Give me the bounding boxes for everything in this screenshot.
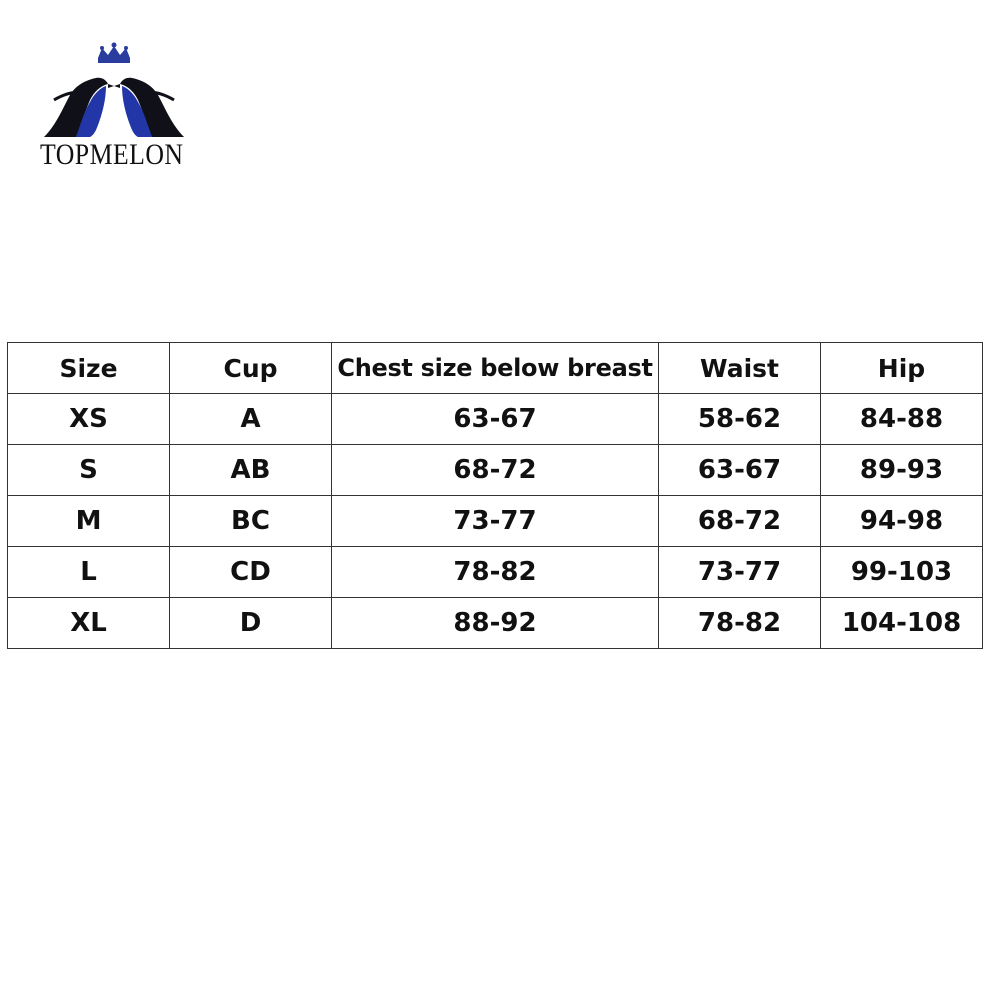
header-cup: Cup xyxy=(170,343,332,394)
table-row xyxy=(8,547,983,598)
cell-chest: 63-67 xyxy=(332,394,659,445)
table-row xyxy=(8,394,983,445)
cell-waist: 68-72 xyxy=(659,496,821,547)
header-hip: Hip xyxy=(821,343,983,394)
cell-waist: 63-67 xyxy=(659,445,821,496)
cell-hip: 99-103 xyxy=(821,547,983,598)
penguin-crown-logo-icon xyxy=(36,40,196,150)
header-chest: Chest size below breast xyxy=(332,343,659,394)
cell-size: XS xyxy=(8,394,170,445)
brand-logo xyxy=(36,40,196,180)
header-waist: Waist xyxy=(659,343,821,394)
cell-cup: A xyxy=(170,394,332,445)
cell-hip: 84-88 xyxy=(821,394,983,445)
brand-name: TOPMELON xyxy=(40,138,184,171)
cell-waist: 73-77 xyxy=(659,547,821,598)
cell-hip: 89-93 xyxy=(821,445,983,496)
crown-icon xyxy=(98,43,130,64)
cell-chest: 78-82 xyxy=(332,547,659,598)
cell-chest: 68-72 xyxy=(332,445,659,496)
cell-cup: AB xyxy=(170,445,332,496)
cell-cup: BC xyxy=(170,496,332,547)
cell-size: M xyxy=(8,496,170,547)
header-size: Size xyxy=(8,343,170,394)
cell-waist: 58-62 xyxy=(659,394,821,445)
cell-size: S xyxy=(8,445,170,496)
table-row xyxy=(8,445,983,496)
right-penguin-icon xyxy=(114,78,184,137)
cell-waist: 78-82 xyxy=(659,598,821,649)
left-penguin-icon xyxy=(44,78,114,137)
cell-cup: CD xyxy=(170,547,332,598)
table-row xyxy=(8,598,983,649)
size-chart-table xyxy=(7,342,983,649)
cell-hip: 94-98 xyxy=(821,496,983,547)
cell-hip: 104-108 xyxy=(821,598,983,649)
cell-chest: 73-77 xyxy=(332,496,659,547)
cell-cup: D xyxy=(170,598,332,649)
cell-size: L xyxy=(8,547,170,598)
table-row xyxy=(8,496,983,547)
table-header-row xyxy=(8,343,983,394)
cell-chest: 88-92 xyxy=(332,598,659,649)
cell-size: XL xyxy=(8,598,170,649)
